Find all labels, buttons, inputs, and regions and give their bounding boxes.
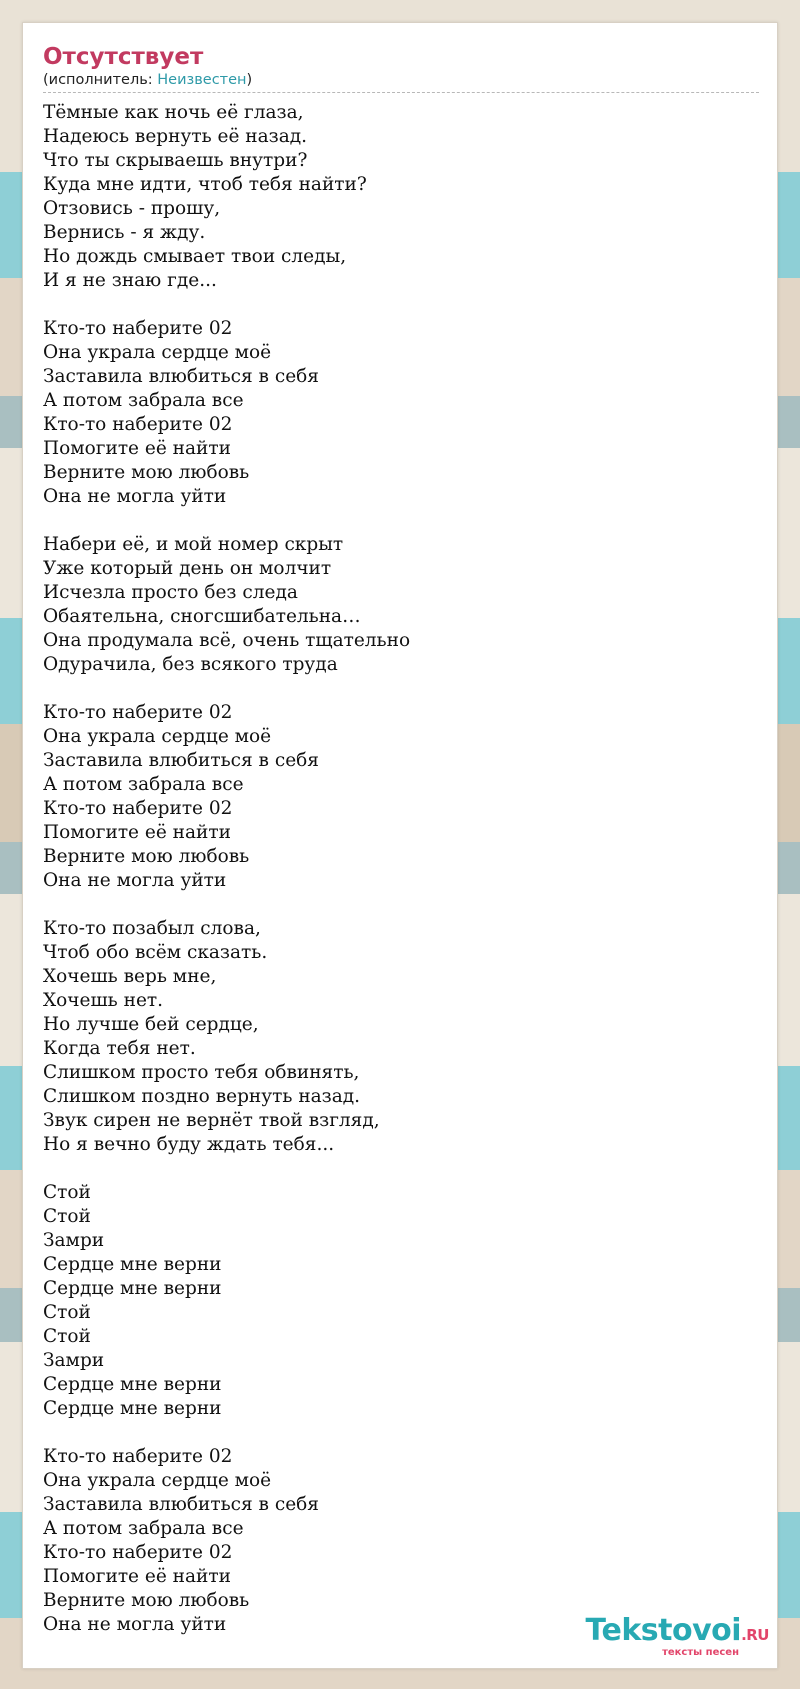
- lyric-line: Набери её, и мой номер скрыт: [43, 534, 344, 555]
- lyric-line: Она украла сердце моё: [43, 342, 272, 363]
- lyric-line: Но лучше бей сердце,: [43, 1014, 259, 1035]
- lyric-line: Стой: [43, 1206, 91, 1227]
- lyric-line: Заставила влюбиться в себя: [43, 366, 319, 387]
- lyric-line: Отзовись - прошу,: [43, 198, 221, 219]
- lyric-line: Чтоб обо всём сказать.: [43, 942, 268, 963]
- artist-line: [43, 71, 759, 93]
- lyric-line: Заставила влюбиться в себя: [43, 1494, 319, 1515]
- lyric-line: Стой: [43, 1302, 91, 1323]
- lyric-line: Замри: [43, 1230, 105, 1251]
- lyric-line: Надеюсь вернуть её назад.: [43, 126, 308, 147]
- lyric-line: Вернись - я жду.: [43, 222, 206, 243]
- lyrics-card: [22, 22, 778, 1669]
- lyric-line: Заставила влюбиться в себя: [43, 750, 319, 771]
- lyric-line: Замри: [43, 1350, 105, 1371]
- lyric-line: Верните мою любовь: [43, 1590, 250, 1611]
- lyric-line: Куда мне идти, чтоб тебя найти?: [43, 174, 367, 195]
- lyric-line: Слишком поздно вернуть назад.: [43, 1086, 361, 1107]
- logo-wordmark: [586, 1615, 769, 1651]
- artist-prefix: (исполнитель:: [43, 72, 158, 88]
- lyric-line: Но я вечно буду ждать тебя...: [43, 1134, 335, 1155]
- lyrics-stanza: [43, 701, 759, 893]
- lyric-line: Она не могла уйти: [43, 1614, 227, 1635]
- artist-suffix: ): [246, 72, 253, 88]
- lyric-line: Звук сирен не вернёт твой взгляд,: [43, 1110, 380, 1131]
- page-title: Отсутствует: [43, 44, 204, 70]
- lyrics-stanza: [43, 1181, 759, 1421]
- lyric-line: Сердце мне верни: [43, 1398, 222, 1419]
- logo-tld: .RU: [741, 1626, 769, 1644]
- lyrics-stanza: [43, 1445, 759, 1637]
- lyrics-text: [43, 101, 759, 1661]
- lyric-line: Кто-то наберите 02: [43, 702, 233, 723]
- lyric-line: Обаятельна, сногсшибательна…: [43, 606, 361, 627]
- lyric-line: Кто-то наберите 02: [43, 798, 233, 819]
- lyric-line: Кто-то наберите 02: [43, 1542, 233, 1563]
- lyric-line: А потом забрала все: [43, 390, 244, 411]
- lyric-line: Она украла сердце моё: [43, 726, 272, 747]
- lyric-line: Она не могла уйти: [43, 486, 227, 507]
- lyric-line: Хочешь нет.: [43, 990, 164, 1011]
- lyric-line: Помогите её найти: [43, 822, 231, 843]
- lyrics-stanza: [43, 533, 759, 677]
- logo-tagline: тексты песен: [662, 1647, 739, 1658]
- lyric-line: Одурачила, без всякого труда: [43, 654, 338, 675]
- lyric-line: Тёмные как ночь её глаза,: [43, 102, 304, 123]
- lyric-line: А потом забрала все: [43, 1518, 244, 1539]
- lyric-line: Кто-то наберите 02: [43, 318, 233, 339]
- lyric-line: Верните мою любовь: [43, 846, 250, 867]
- lyric-line: Слишком просто тебя обвинять,: [43, 1062, 360, 1083]
- lyric-line: Хочешь верь мне,: [43, 966, 217, 987]
- lyric-line: Помогите её найти: [43, 1566, 231, 1587]
- artist-link[interactable]: Неизвестен: [157, 72, 247, 88]
- lyric-line: Но дождь смывает твои следы,: [43, 246, 347, 267]
- song-header: [43, 43, 759, 93]
- lyric-line: Стой: [43, 1326, 91, 1347]
- site-logo[interactable]: [586, 1615, 769, 1658]
- logo-brand: Tekstovoi: [585, 1613, 742, 1648]
- lyric-line: Она продумала всё, очень тщательно: [43, 630, 411, 651]
- lyric-line: Когда тебя нет.: [43, 1038, 196, 1059]
- lyric-line: Кто-то позабыл слова,: [43, 918, 261, 939]
- lyric-line: Сердце мне верни: [43, 1278, 222, 1299]
- lyric-line: А потом забрала все: [43, 774, 244, 795]
- lyric-line: Сердце мне верни: [43, 1374, 222, 1395]
- lyrics-stanza: [43, 917, 759, 1157]
- lyric-line: Что ты скрываешь внутри?: [43, 150, 308, 171]
- lyric-line: Сердце мне верни: [43, 1254, 222, 1275]
- lyric-line: Она не могла уйти: [43, 870, 227, 891]
- lyric-line: Она украла сердце моё: [43, 1470, 272, 1491]
- lyrics-stanza: [43, 317, 759, 509]
- lyric-line: Стой: [43, 1182, 91, 1203]
- lyric-line: И я не знаю где...: [43, 270, 217, 291]
- lyric-line: Кто-то наберите 02: [43, 414, 233, 435]
- lyric-line: Верните мою любовь: [43, 462, 250, 483]
- lyrics-stanza: [43, 101, 759, 293]
- lyric-line: Помогите её найти: [43, 438, 231, 459]
- lyric-line: Исчезла просто без следа: [43, 582, 298, 603]
- lyric-line: Уже который день он молчит: [43, 558, 332, 579]
- lyric-line: Кто-то наберите 02: [43, 1446, 233, 1467]
